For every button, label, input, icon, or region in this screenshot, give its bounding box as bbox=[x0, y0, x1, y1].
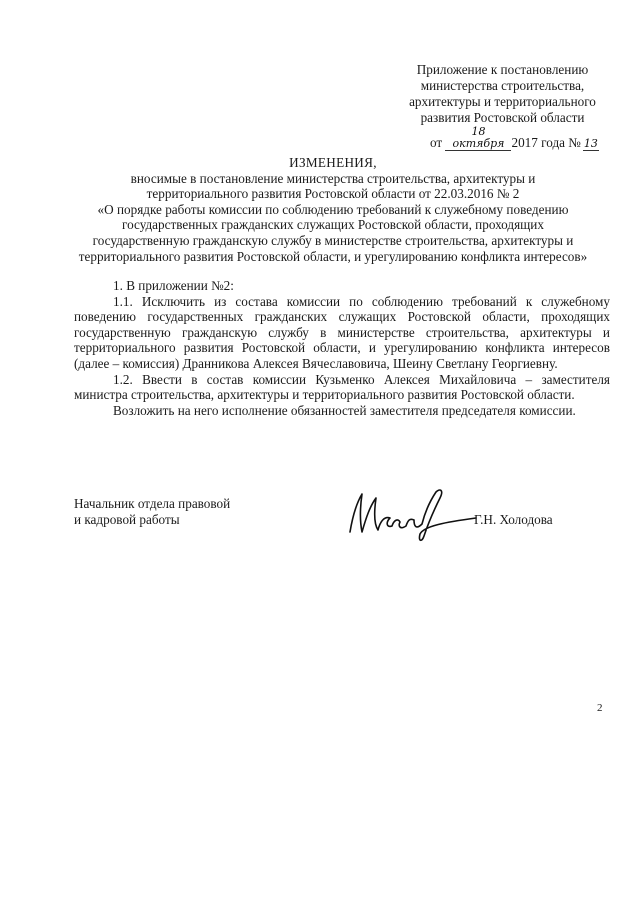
appendix-line-1: Приложение к постановлению bbox=[416, 62, 589, 77]
signatory-position bbox=[74, 496, 230, 528]
item-1-1: 1.1. Исключить из состава комиссии по соблюдению требований к служебному поведению государственных гражданских служащих Ростовской области, проходящих государственную гражданскую службу в министерстве строительства, архитектуры и территориального развития Ростовской области, и урегулированию конфликта интересов (далее – комиссия) Дранникова Алексея Вячеславовича, Шеину Светлану Георгиевну. bbox=[74, 293, 610, 371]
heading-subtitle-2: территориального развития Ростовской области от 22.03.2016 № 2 bbox=[146, 186, 520, 202]
appendix-line-4: развития Ростовской области bbox=[420, 110, 585, 125]
appendix-line-2: министерства строительства, bbox=[420, 78, 585, 93]
appendix-header bbox=[380, 62, 625, 151]
appendix-date-line bbox=[380, 126, 625, 151]
item-note: Возложить на него исполнение обязанностей заместителя председателя комиссии. bbox=[113, 402, 576, 418]
date-suffix: 2017 года № bbox=[511, 135, 581, 150]
position-line-2: и кадровой работы bbox=[74, 512, 180, 527]
signatory-name: Г.Н. Холодова bbox=[474, 512, 553, 527]
handwritten-signature bbox=[336, 488, 486, 546]
heading-subtitle-3: «О порядке работы комиссии по соблюдению требований к служебному поведению государственных гражданских служащих Ростовской области, проходящих государственную гражданскую службу в министерстве строительства, архитектуры и территориального развития Ростовской области, и урегулированию конфликта интересов» bbox=[78, 201, 588, 264]
page-number: 2 bbox=[597, 702, 603, 714]
signature-block bbox=[74, 496, 610, 556]
item-1-2: 1.2. Ввести в состав комиссии Кузьменко Алексея Михайловича – заместителя министра строительства, архитектуры и территориального развития Ростовской области. bbox=[74, 371, 610, 403]
heading-subtitle-1: вносимые в постановление министерства строительства, архитектуры и bbox=[130, 170, 536, 186]
document-title: ИЗМЕНЕНИЯ, bbox=[289, 155, 377, 170]
document-heading bbox=[74, 155, 592, 264]
item-1: 1. В приложении №2: bbox=[113, 278, 234, 293]
appendix-line-3: архитектуры и территориального bbox=[409, 94, 596, 109]
date-prefix: от bbox=[430, 135, 443, 150]
position-line-1: Начальник отдела правовой bbox=[74, 496, 231, 511]
handwritten-date: 18 октября bbox=[445, 126, 511, 151]
handwritten-number: 13 bbox=[583, 137, 598, 150]
document-body bbox=[74, 278, 610, 418]
